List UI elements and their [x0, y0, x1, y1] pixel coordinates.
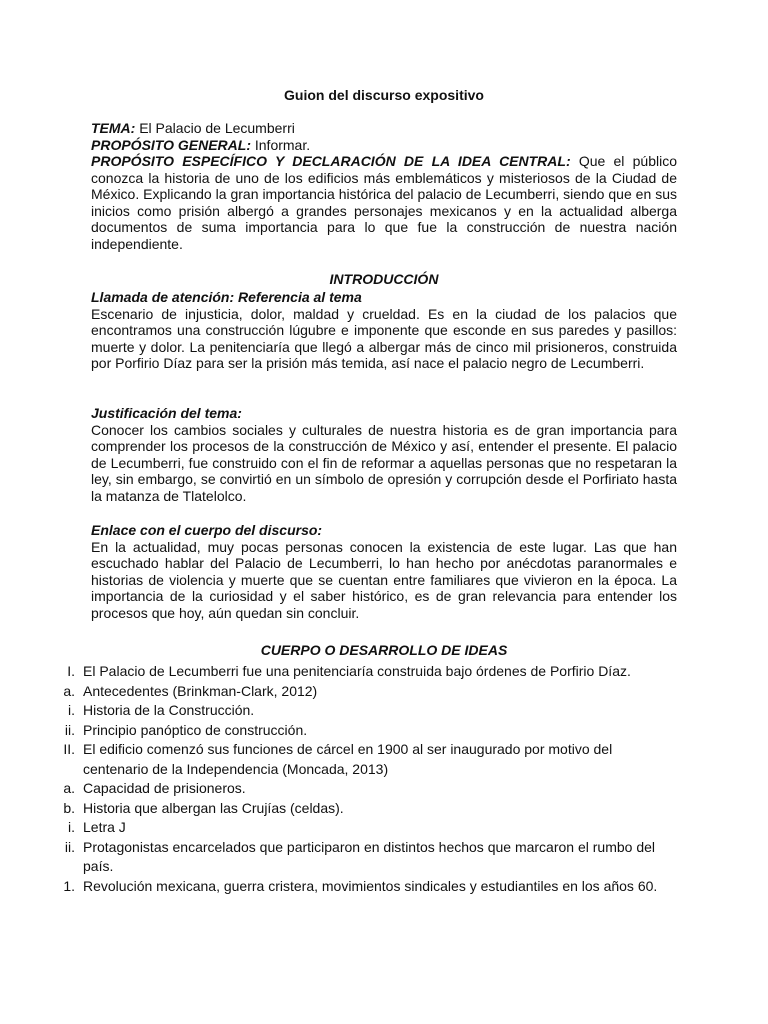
proposito-general-line [91, 137, 677, 154]
introduccion-heading: INTRODUCCIÓN [329, 271, 439, 287]
llamada-label: Llamada de atención: Referencia al tema [91, 289, 362, 305]
list-item [0, 877, 700, 897]
tema-label: TEMA: [91, 120, 136, 136]
proposito-general-value: Informar. [254, 136, 311, 153]
justificacion-section [91, 405, 677, 504]
list-marker: a. [63, 780, 75, 796]
list-item [0, 799, 700, 819]
list-marker: b. [63, 799, 75, 816]
list-item-text: Protagonistas encarcelados que participaron en distintos hechos que marcaron el rumbo del país. [83, 838, 656, 874]
proposito-especifico-text: Que el público conozca la historia de uno de los edificios más emblemáticos y misteriosos de la Ciudad de México. Explicando la gran importancia histórica del palacio de Lecumberri, siendo que en sus inicios como prisión albergó a grandes personajes mexicanos y en la actualidad alberga documentos de suma importancia para lo que fue la construcción de nuestra nación independiente. [91, 153, 677, 252]
list-marker: i. [68, 702, 75, 718]
list-item-text: Letra J [83, 819, 126, 835]
list-item-text: El edificio comenzó sus funciones de cárcel en 1900 al ser inaugurado por motivo del centenario de la Independencia (Moncada, 2013) [83, 741, 613, 777]
list-item-text: Antecedentes (Brinkman-Clark, 2012) [83, 682, 318, 699]
list-item-text: Revolución mexicana, guerra cristera, movimientos sindicales y estudiantiles en los años 60. [83, 877, 658, 894]
list-item-text: El Palacio de Lecumberri fue una penitenciaría construida bajo órdenes de Porfirio Díaz. [83, 663, 631, 679]
tema-value: El Palacio de Lecumberri [139, 120, 295, 136]
enlace-label: Enlace con el cuerpo del discurso: [91, 522, 323, 538]
tema-line [91, 120, 677, 137]
header-info [91, 120, 677, 252]
list-item [0, 721, 700, 741]
justificacion-label: Justificación del tema: [91, 405, 242, 421]
proposito-especifico-paragraph [91, 153, 677, 252]
list-marker: I. [67, 663, 75, 679]
cuerpo-heading: CUERPO O DESARROLLO DE IDEAS [260, 642, 508, 658]
enlace-section [91, 522, 677, 621]
list-item [0, 779, 700, 799]
justificacion-text: Conocer los cambios sociales y culturales de nuestra historia es de gran importancia para comprender los procesos de la construcción de México y así, entender el presente. El palacio de Lecumberri, fue construido con el fin de reformar a aquellas personas que no respetaran la ley, sin embargo, se convirtió en un símbolo de opresión y corrupción desde el Porfiriato hasta la matanza de Tlatelolco. [91, 421, 677, 504]
proposito-especifico-label: PROPÓSITO ESPECÍFICO Y DECLARACIÓN DE LA IDEA CENTRAL: [91, 153, 571, 169]
list-item-text: Historia de la Construcción. [83, 702, 255, 718]
document-title: Guion del discurso expositivo [284, 87, 484, 103]
list-item [0, 662, 700, 682]
llamada-section [91, 289, 677, 372]
list-marker: 1. [63, 877, 75, 894]
outline-list [0, 662, 700, 896]
list-item-text: Capacidad de prisioneros. [83, 780, 246, 796]
list-item [0, 838, 700, 877]
list-item [0, 701, 700, 721]
list-item [0, 818, 700, 838]
list-marker: II. [63, 741, 75, 757]
proposito-general-label: PROPÓSITO GENERAL: [91, 136, 251, 153]
list-marker: i. [68, 819, 75, 835]
list-item [0, 740, 700, 779]
list-marker: ii. [64, 838, 75, 855]
list-item [0, 682, 700, 702]
list-marker: ii. [64, 721, 75, 738]
list-item-text: Principio panóptico de construcción. [83, 721, 308, 738]
list-marker: a. [63, 682, 75, 699]
llamada-text: Escenario de injusticia, dolor, maldad y crueldad. Es en la ciudad de los palacios que encontramos una construcción lúgubre e imponente que esconde en sus paredes y pasillos: muerte y dolor. La penitenciaría que llegó a albergar más de cinco mil prisioneros, construida por Porfirio Díaz para ser la prisión más temida, así nace el palacio negro de Lecumberri. [91, 305, 677, 371]
list-item-text: Historia que albergan las Crujías (celdas). [83, 799, 344, 816]
enlace-text: En la actualidad, muy pocas personas conocen la existencia de este lugar. Las que han escuchado hablar del Palacio de Lecumberri, lo han hecho por anécdotas paranormales e historias de violencia y muerte que se cuentan entre familiares que vivieron en la época. La importancia de la curiosidad y el saber histórico, es de gran relevancia para entender los procesos que hoy, aún quedan sin concluir. [91, 538, 677, 621]
